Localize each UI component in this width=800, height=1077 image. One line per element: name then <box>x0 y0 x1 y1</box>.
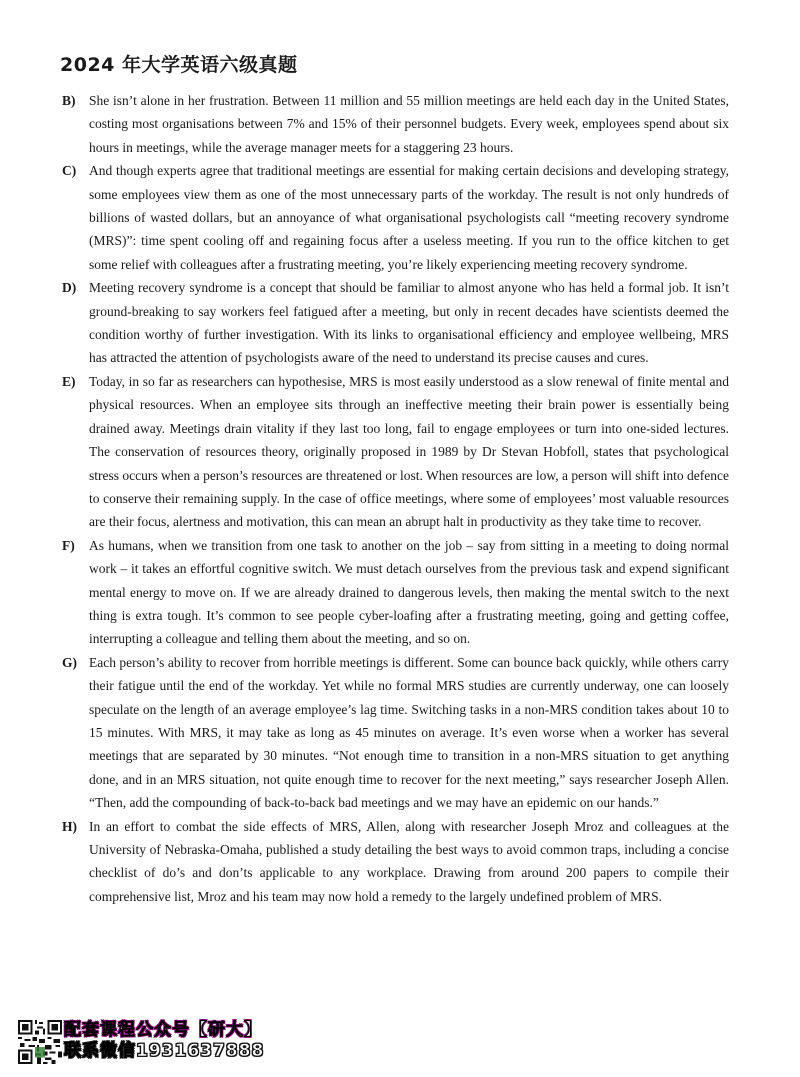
paragraph-text: As humans, when we transition from one task to another on the job – say from sitting in a meeting to doing normal work – it takes an effortful cognitive switch. We must detach ourselves from the previous task and expend significant mental energy to move on. If we are already drained to dangerous levels, then making the mental switch to the next thing is extra tough. It’s common to see people cyber-loafing after a frustrating meeting, going and getting coffee, interrupting a colleague and telling them about the meeting, and so on. <box>89 537 729 647</box>
passage-body <box>62 89 729 908</box>
paragraph-label: G) <box>62 654 77 670</box>
paragraph-text: Today, in so far as researchers can hypothesise, MRS is most easily understood as a slow renewal of finite mental and physical resources. When an employee sits through an ineffective meeting their brain power is essentially being drained away. Meetings drain vitality if they last too long, fail to engage employees or turn into one-sided lectures. The conservation of resources theory, originally proposed in 1989 by Dr Stevan Hobfoll, states that psychological stress occurs when a person’s resources are threatened or lost. When resources are low, a person will shift into defence to conserve their remaining supply. In the case of office meetings, where some of employees’ most valuable resources are their focus, alertness and motivation, this can mean an abrupt halt in productivity as they take time to recover. <box>89 373 729 530</box>
paragraph-label: E) <box>62 373 76 389</box>
paragraph-label: B) <box>62 93 76 108</box>
paragraph-text: Meeting recovery syndrome is a concept that should be familiar to almost anyone who has held a formal job. It isn’t ground-breaking to say workers feel fatigued after a meeting, but only in recent decades have scientists deemed the condition worthy of further investigation. With its links to organisational efficiency and employee wellbeing, MRS has attracted the attention of psychologists aware of the need to understand its precise causes and cures. <box>89 280 729 366</box>
paragraph-text: She isn’t alone in her frustration. Between 11 million and 55 million meetings are held each day in the United States, costing most organisations between 7% and 15% of their personnel budgets. Every week, employees spend about six hours in meetings, while the average manager meets for a staggering 23 hours. <box>89 93 729 155</box>
qr-code-icon[interactable] <box>18 1020 62 1064</box>
paragraph-label: H) <box>62 818 77 834</box>
promo-line-contact: 联系微信1931637888 <box>64 1041 265 1061</box>
page-title: 2024 年大学英语六级真题 <box>60 54 298 76</box>
paragraph-label: F) <box>62 537 75 553</box>
paragraph-b <box>62 89 729 159</box>
paragraph-c <box>62 159 729 276</box>
promo-line-account: 配套课程公众号【研大】 <box>64 1020 262 1040</box>
paragraph-h <box>62 815 729 909</box>
paragraph-f <box>62 534 729 651</box>
paragraph-d <box>62 276 729 370</box>
paragraph-text: And though experts agree that traditional meetings are essential for making certain decisions and developing strategy, some employees view them as one of the most unnecessary parts of the workday. The result is not only hundreds of billions of wasted dollars, but an annoyance of what organisational psychologists call “meeting recovery syndrome (MRS)”: time spent cooling off and regaining focus after a useless meeting. If you run to the office kitchen to get some relief with colleagues after a frustrating meeting, you’re likely experiencing meeting recovery syndrome. <box>89 163 729 272</box>
promo-footer <box>18 1020 264 1064</box>
paragraph-g <box>62 651 729 815</box>
paragraph-text: Each person’s ability to recover from horrible meetings is different. Some can bounce back quickly, while others carry their fatigue until the end of the workday. Yet while no formal MRS studies are currently underway, one can loosely speculate on the length of an average employee’s lag time. Switching tasks in a non-MRS condition takes about 10 to 15 minutes. With MRS, it may take as long as 45 minutes on average. It’s even worse when a worker has several meetings that are separated by 30 minutes. “Not enough time to transition in a non-MRS situation to get anything done, and in an MRS situation, not quite enough time to recover for the next meeting,” says researcher Joseph Allen. “Then, add the compounding of back-to-back bad meetings and we may have an epidemic on our hands.” <box>89 654 729 811</box>
promo-text <box>64 1020 264 1062</box>
paragraph-text: In an effort to combat the side effects of MRS, Allen, along with researcher Joseph Mroz and colleagues at the University of Nebraska-Omaha, published a study detailing the best ways to avoid common traps, including a concise checklist of do’s and don’ts applicable to any workplace. Drawing from around 200 papers to compile their comprehensive list, Mroz and his team may now hold a remedy to the largely undefined problem of MRS. <box>89 818 729 904</box>
paragraph-e <box>62 370 729 534</box>
paragraph-label: C) <box>62 163 77 179</box>
paragraph-label: D) <box>62 280 77 296</box>
